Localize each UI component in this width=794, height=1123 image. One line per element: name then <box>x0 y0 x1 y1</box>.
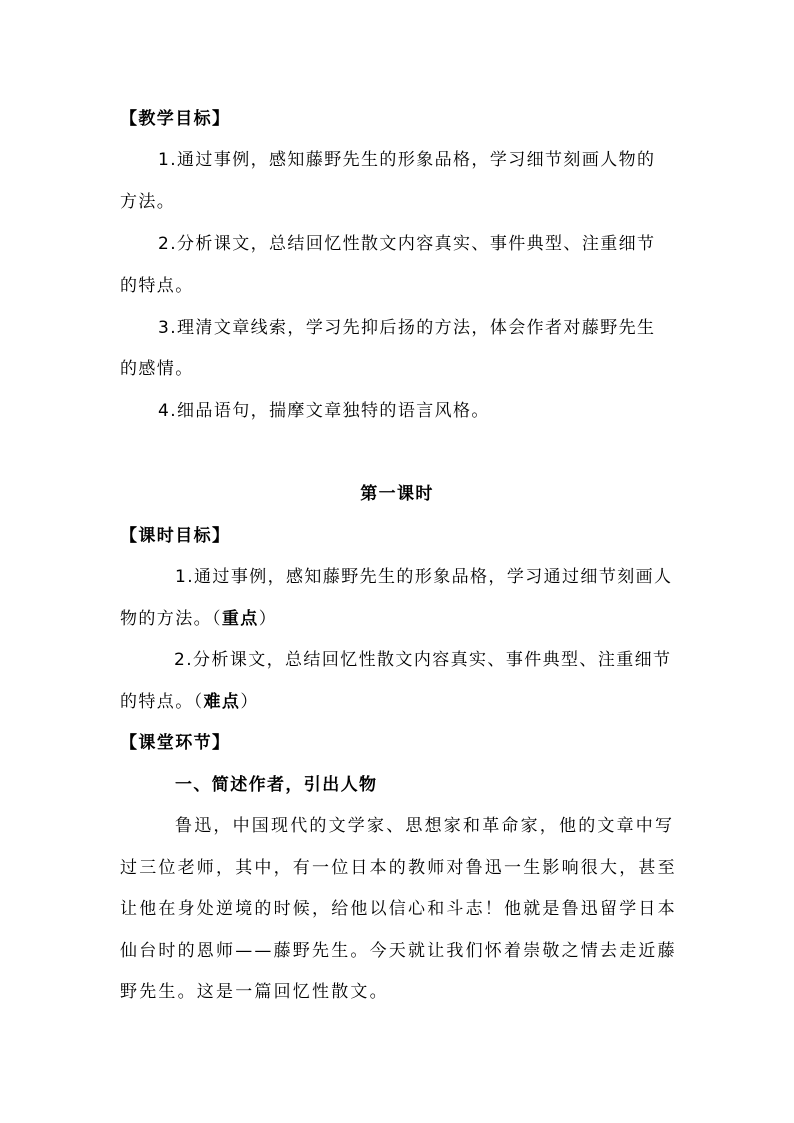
lesson-goal-1-text: 物的方法。（ <box>120 609 222 629</box>
lesson-goal-1-close: ） <box>258 609 278 629</box>
lesson-goal-1-line-1: 1.通过事例，感知藤野先生的形象品格，学习通过细节刻画人 <box>175 567 673 587</box>
goal-2-line-2: 的特点。 <box>120 276 194 296</box>
key-point-tag: 重点 <box>221 609 259 629</box>
goal-4-line-1: 4.细品语句，揣摩文章独特的语言风格。 <box>158 401 490 421</box>
class-steps-header: 【课堂环节】 <box>120 733 231 753</box>
lesson-goals-header: 【课时目标】 <box>120 526 231 546</box>
lesson-title: 第一课时 <box>360 484 434 504</box>
lesson-goal-2-close: ） <box>240 692 259 712</box>
paragraph-line-2: 过三位老师，其中，有一位日本的教师对鲁迅一生影响很大，甚至 <box>120 858 677 878</box>
lesson-goal-2-text: 的特点。（ <box>120 692 204 712</box>
lesson-goal-2-line-2 <box>120 690 794 714</box>
goal-3-line-2: 的感情。 <box>120 359 194 379</box>
section-one-heading: 一、简述作者，引出人物 <box>175 775 378 795</box>
goal-3-line-1: 3.理清文章线索，学习先抑后扬的方法，体会作者对藤野先生 <box>158 318 656 338</box>
paragraph-line-1: 鲁迅，中国现代的文学家、思想家和革命家，他的文章中写 <box>175 816 675 836</box>
lesson-goal-2-line-1: 2.分析课文，总结回忆性散文内容真实、事件典型、注重细节 <box>174 650 672 670</box>
lesson-goal-1-line-2 <box>120 607 794 631</box>
paragraph-line-5: 野先生。这是一篇回忆性散文。 <box>120 982 389 1002</box>
teaching-goals-header: 【教学目标】 <box>120 109 231 129</box>
goal-1-line-2: 方法。 <box>120 192 176 212</box>
paragraph-line-3: 让他在身处逆境的时候，给他以信心和斗志！他就是鲁迅留学日本 <box>120 899 677 919</box>
paragraph-line-4: 仙台时的恩师——藤野先生。今天就让我们怀着崇敬之情去走近藤 <box>120 941 677 961</box>
goal-1-line-1: 1.通过事例，感知藤野先生的形象品格，学习细节刻画人物的 <box>158 150 656 170</box>
goal-2-line-1: 2.分析课文，总结回忆性散文内容真实、事件典型、注重细节 <box>158 234 656 254</box>
difficult-point-tag: 难点 <box>203 692 241 712</box>
